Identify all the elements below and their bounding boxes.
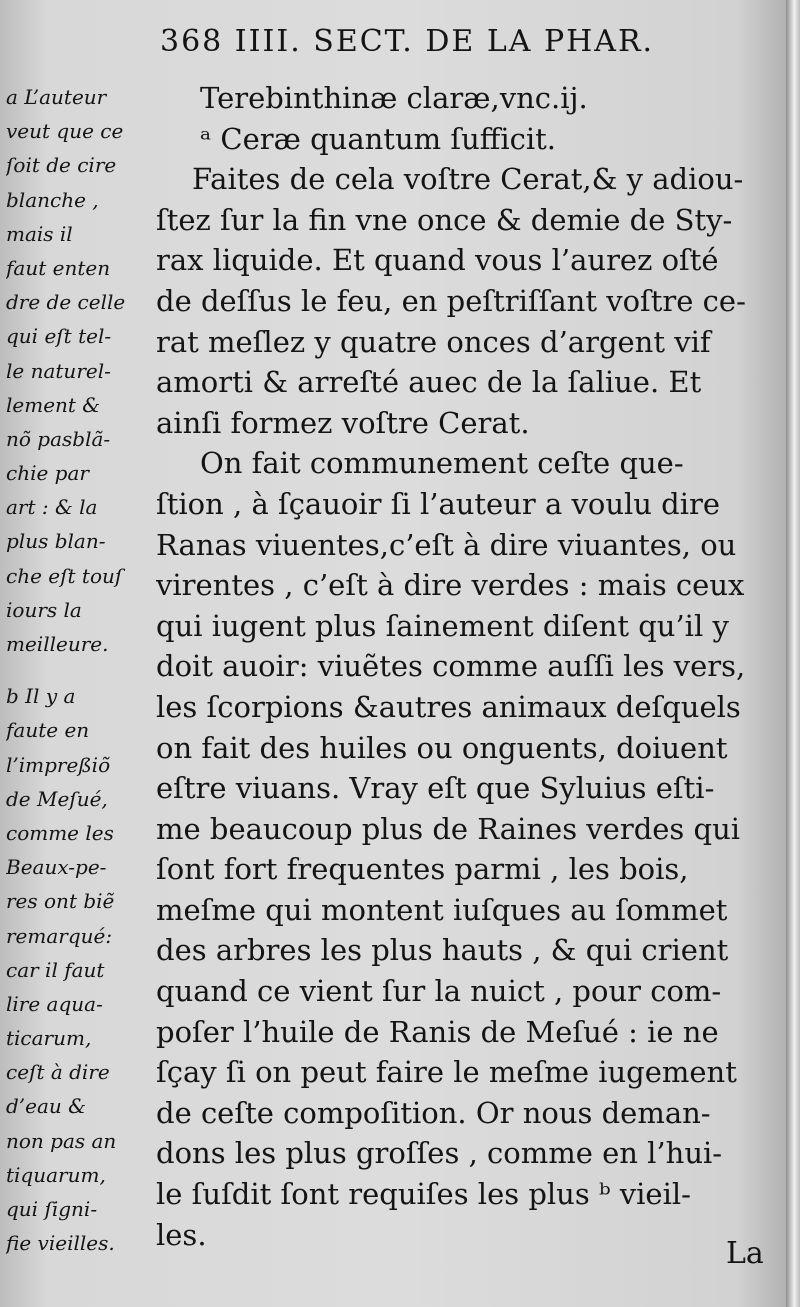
text-line: ſçay ſi on peut faire le meſme iugement <box>156 1055 737 1090</box>
text-line: On fait communement ceſte que- <box>200 446 684 481</box>
text-line: de ceſte compoſition. Or nous deman- <box>156 1095 711 1130</box>
text-line: rat meſlez y quatre onces d’argent vif <box>156 324 711 359</box>
text-line: on fait des huiles ou onguents, doiuent <box>156 730 728 765</box>
text-line: ſtion , à ſçauoir ſi l’auteur a voulu dire <box>156 486 721 521</box>
margin-line: le naturel- <box>6 358 111 383</box>
margin-line: remarqué: <box>6 923 113 948</box>
text-line: doit auoir: viuẽtes comme auſſi les vers, <box>156 649 746 684</box>
margin-line: lement & <box>6 392 101 417</box>
text-line: le ſuſdit ſont requiſes les plus ᵇ vieil- <box>156 1177 691 1212</box>
margin-line: tiquarum, <box>6 1162 106 1187</box>
text-line: eſtre viuans. Vray eſt que Syluius eſti- <box>156 771 715 806</box>
margin-line: mais il <box>6 221 73 246</box>
margin-line: dre de celle <box>6 290 126 315</box>
text-line: ainſi formez voſtre Cerat. <box>156 405 530 440</box>
margin-line: Beaux-pe- <box>6 855 107 880</box>
margin-line: qui eſt tel- <box>6 324 112 349</box>
margin-line: faute en <box>6 718 90 743</box>
main-text <box>156 78 766 1255</box>
margin-line: non pas an <box>6 1128 117 1153</box>
text-line: Faites de cela voſtre Cerat,& y adiou- <box>192 162 744 197</box>
margin-line: faut enten <box>6 255 111 280</box>
margin-line: plus blan- <box>6 529 106 554</box>
text-line: les ſcorpions &autres animaux deſquels <box>156 689 741 724</box>
margin-gap <box>6 661 156 679</box>
text-line: des arbres les plus hauts , & qui crient <box>156 933 729 968</box>
margin-line: qui ſigni- <box>6 1197 98 1221</box>
text-line: ᵃ Ceræ quantum ſufficit. <box>200 121 557 156</box>
margin-line: ceſt à dire <box>6 1060 110 1085</box>
margin-line: b Il y a <box>6 684 76 709</box>
margin-line: che eſt touſ <box>6 563 123 588</box>
margin-line: ticarum, <box>6 1026 92 1051</box>
margin-line: comme les <box>6 820 114 845</box>
margin-line: chie par <box>6 461 89 486</box>
margin-line: de Meſué, <box>6 786 108 811</box>
text-line: rax liquide. Et quand vous l’aurez oſté <box>156 243 719 278</box>
text-line: ſont fort frequentes parmi , les bois, <box>156 852 689 887</box>
margin-line: art : & la <box>6 495 98 520</box>
text-line: meſme qui montent iuſques au ſommet <box>156 892 728 927</box>
text-line: qui iugent plus ſainement diſent qu’il y <box>156 608 729 643</box>
text-line: ſtez ſur la fin vne once & demie de Sty- <box>156 202 733 237</box>
margin-note-a <box>6 80 156 661</box>
text-line: poſer l’huile de Ranis de Meſué : ie ne <box>156 1014 719 1049</box>
margin-line: fie vieilles. <box>6 1231 115 1256</box>
margin-line: nõ pasblã- <box>6 426 111 451</box>
running-head: 368 IIII. SECT. DE LA PHAR. <box>160 24 655 59</box>
text-line: me beaucoup plus de Raines verdes qui <box>156 811 741 846</box>
text-line: de deſſus le feu, en peſtriſſant voſtre ce- <box>156 283 746 318</box>
text-line: les. <box>156 1217 207 1252</box>
margin-notes <box>6 80 156 1260</box>
margin-line: lire aqua- <box>6 991 103 1016</box>
margin-line: meilleure. <box>6 632 109 656</box>
margin-line: blanche , <box>6 187 99 212</box>
catchword: La <box>726 1236 764 1271</box>
margin-line: car il faut <box>6 957 105 982</box>
text-line: dons les plus groſſes , comme en l’hui- <box>156 1136 723 1171</box>
text-line: Ranas viuentes,c’eſt à dire viuantes, ou <box>156 527 737 562</box>
text-line: quand ce vient ſur la nuict , pour com- <box>156 974 722 1009</box>
margin-line: ſoit de cire <box>6 153 117 178</box>
margin-line: a L’auteur <box>6 85 107 109</box>
margin-line: res ont biẽ <box>6 889 115 914</box>
text-line: amorti & arreſté auec de la ſaliue. Et <box>156 365 702 400</box>
margin-line: l’impreßiõ <box>6 752 111 777</box>
page-edge <box>786 0 800 1307</box>
text-line: Terebinthinæ claræ,vnc.ij. <box>200 81 588 115</box>
margin-line: d’eau & <box>6 1094 86 1119</box>
text-line: virentes , c’eſt à dire verdes : mais ceux <box>156 568 745 603</box>
margin-line: iours la <box>6 597 82 622</box>
margin-note-b <box>6 679 156 1260</box>
margin-line: veut que ce <box>6 119 124 144</box>
